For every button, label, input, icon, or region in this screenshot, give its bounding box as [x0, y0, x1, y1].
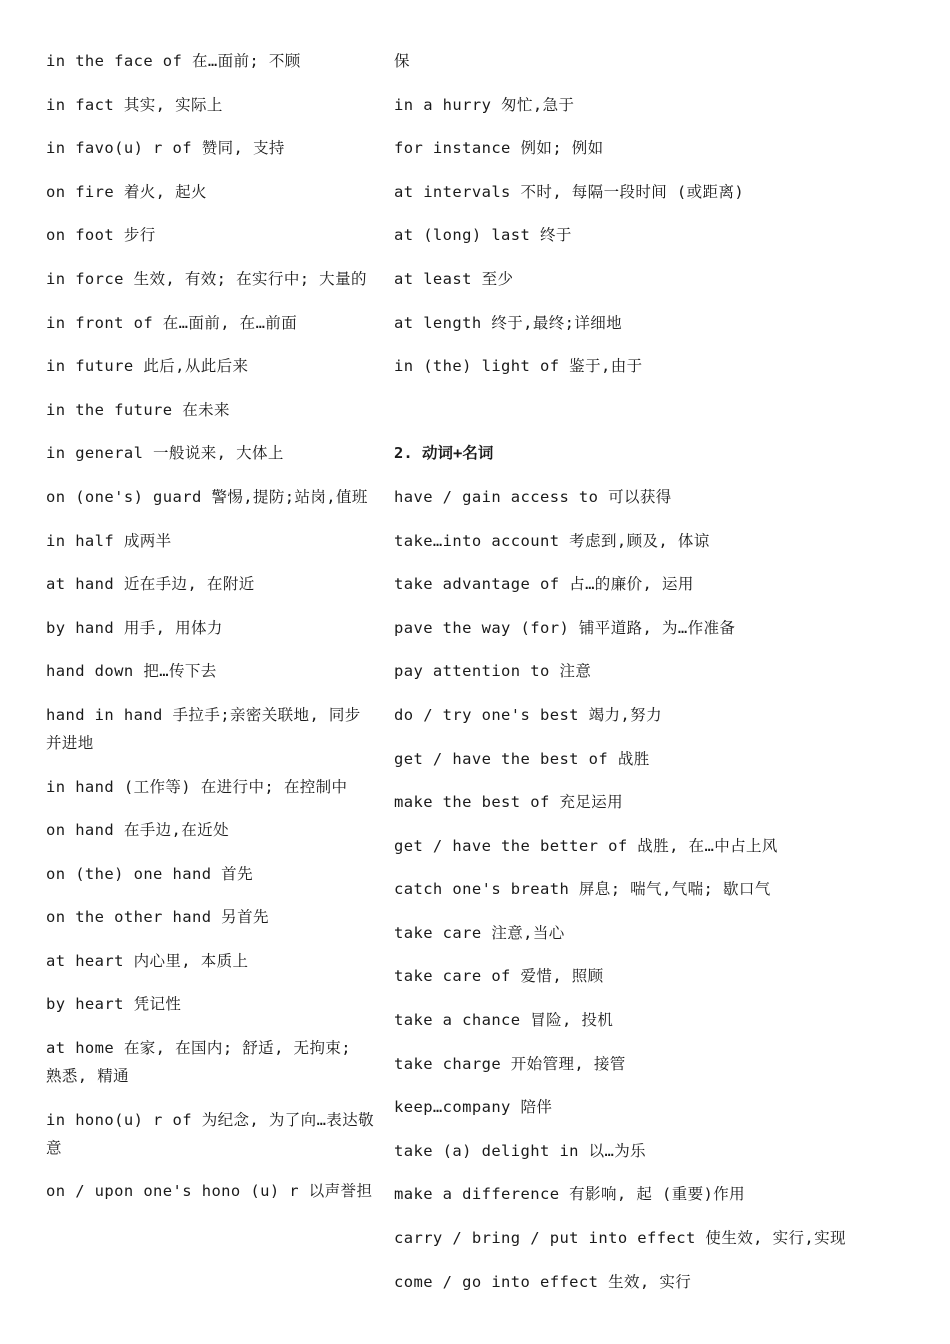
- phrase-entry: hand down 把…传下去: [46, 662, 217, 681]
- phrase-entry: at (long) last 终于: [394, 226, 572, 245]
- phrase-entry: at hand 近在手边, 在附近: [46, 575, 255, 594]
- phrase-entry: in hand (工作等) 在进行中; 在控制中: [46, 777, 348, 796]
- phrase-entry: in the face of 在…面前; 不顾: [46, 52, 301, 70]
- phrase-entry: in a hurry 匆忙,急于: [394, 95, 575, 114]
- phrase-entry: in favo(u) r of 赞同, 支持: [46, 139, 285, 158]
- phrase-entry: in (the) light of 鉴于,由于: [394, 357, 643, 376]
- left-column: [46, 47, 376, 1221]
- phrase-entry: in half 成两半: [46, 531, 172, 550]
- phrase-entry: on / upon one's hono (u) r 以声誉担: [46, 1182, 373, 1201]
- phrase-entry: in fact 其实, 实际上: [46, 95, 223, 114]
- phrase-entry: in the future 在未来: [46, 400, 230, 419]
- phrase-entry: by heart 凭记性: [46, 995, 182, 1014]
- phrase-entry: take advantage of 占…的廉价, 运用: [394, 575, 694, 594]
- phrase-entry: at length 终于,最终;详细地: [394, 313, 623, 332]
- phrase-entry: carry / bring / put into effect 使生效, 实行,实现: [394, 1229, 846, 1248]
- phrase-entry: on hand 在手边,在近处: [46, 821, 229, 840]
- phrase-entry: on fire 着火, 起火: [46, 182, 207, 201]
- phrase-entry: for instance 例如; 例如: [394, 139, 604, 158]
- phrase-entry: make the best of 充足运用: [394, 793, 624, 812]
- phrase-entry: at heart 内心里, 本质上: [46, 951, 249, 970]
- phrase-entry: in general 一般说来, 大体上: [46, 444, 284, 463]
- phrase-entry: on the other hand 另首先: [46, 908, 269, 927]
- phrase-entry: catch one's breath 屏息; 喘气,气喘; 歇口气: [394, 880, 771, 899]
- phrase-entry: take (a) delight in 以…为乐: [394, 1141, 647, 1160]
- phrase-entry: pave the way (for) 铺平道路, 为…作准备: [394, 618, 736, 637]
- phrase-entry: at least 至少: [394, 269, 514, 288]
- phrase-entry: get / have the best of 战胜: [394, 749, 650, 768]
- right-column: [394, 47, 914, 1311]
- phrase-entry: get / have the better of 战胜, 在…中占上风: [394, 836, 778, 855]
- phrase-entry: pay attention to 注意: [394, 662, 592, 681]
- phrase-entry: on (the) one hand 首先: [46, 864, 253, 883]
- phrase-entry: take care of 爱惜, 照顾: [394, 967, 604, 986]
- section-spacer: [394, 396, 914, 440]
- phrase-entry: in force 生效, 有效; 在实行中; 大量的: [46, 269, 367, 288]
- phrase-entry: in hono(u) r of 为纪念, 为了向…表达敬意: [46, 1110, 375, 1157]
- phrase-entry: take charge 开始管理, 接管: [394, 1054, 626, 1073]
- phrase-entry: in front of 在…面前, 在…前面: [46, 313, 298, 332]
- phrase-entry: by hand 用手, 用体力: [46, 618, 223, 637]
- phrase-entry: at home 在家, 在国内; 舒适, 无拘束; 熟悉, 精通: [46, 1039, 351, 1086]
- phrase-entry: at intervals 不时, 每隔一段时间 (或距离): [394, 182, 745, 201]
- phrase-entry: on foot 步行: [46, 226, 156, 245]
- phrase-entry: come / go into effect 生效, 实行: [394, 1272, 692, 1291]
- phrase-entry: do / try one's best 竭力,努力: [394, 705, 662, 724]
- phrase-entry: have / gain access to 可以获得: [394, 487, 672, 506]
- phrase-entry: on (one's) guard 警惕,提防;站岗,值班: [46, 487, 368, 506]
- phrase-entry: in future 此后,从此后来: [46, 357, 249, 376]
- phrase-entry: hand in hand 手拉手;亲密关联地, 同步并进地: [46, 705, 361, 752]
- phrase-entry: take…into account 考虑到,顾及, 体谅: [394, 531, 710, 550]
- phrase-entry: take a chance 冒险, 投机: [394, 1011, 614, 1030]
- phrase-entry: make a difference 有影响, 起 (重要)作用: [394, 1185, 746, 1204]
- section-heading: 2. 动词+名词: [394, 444, 494, 463]
- phrase-entry: 保: [394, 52, 410, 70]
- phrase-entry: keep…company 陪伴: [394, 1098, 553, 1117]
- phrase-entry: take care 注意,当心: [394, 923, 565, 942]
